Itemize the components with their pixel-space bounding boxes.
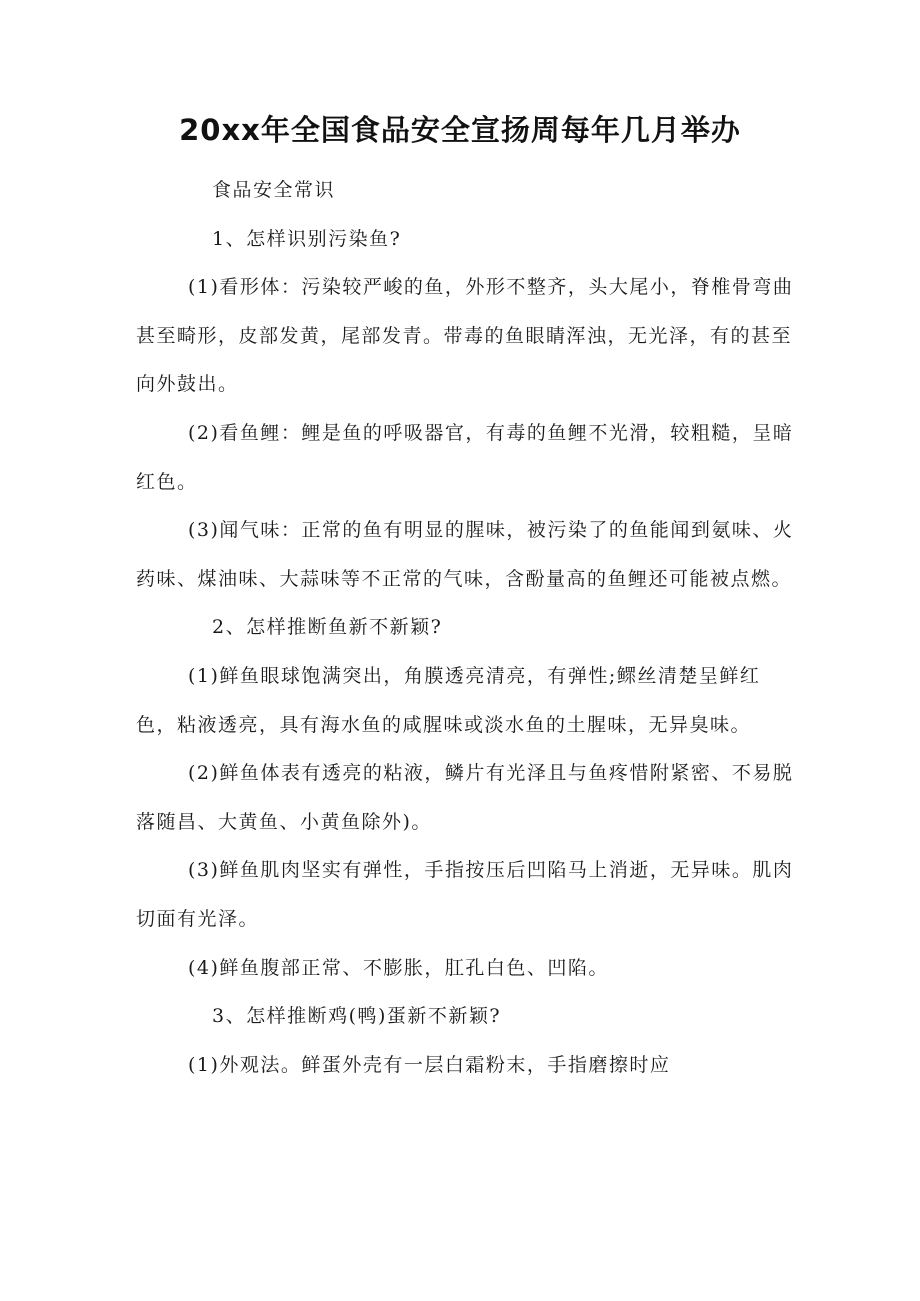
paragraph-2-3: (3)鲜鱼肌肉坚实有弹性，手指按压后凹陷马上消逝，无异味。肌肉切面有光泽。 [136,859,794,930]
question-heading-3: 3、怎样推断鸡(鸭)蛋新不新颖? [212,1005,502,1028]
paragraph-1-1: (1)看形体：污染较严峻的鱼，外形不整齐，头大尾小，脊椎骨弯曲甚至畸形，皮部发黄，尾部发青。带毒的鱼眼睛浑浊，无光泽，有的甚至向外鼓出。 [136,276,794,396]
question-heading-1: 1、怎样识别污染鱼? [212,227,402,250]
paragraph-2-1: (1)鲜鱼眼球饱满突出，角膜透亮清亮，有弹性;鳏丝清楚呈鲜红色，粘液透亮，具有海水鱼的咸腥味或淡水鱼的土腥味，无异臭味。 [136,664,761,736]
question-heading-2: 2、怎样推断鱼新不新颖? [212,616,443,639]
paragraph-2-2: (2)鲜鱼体表有透亮的粘液，鳞片有光泽且与鱼疼惜附紧密、不易脱落随昌、大黄鱼、小黄鱼除外)。 [136,762,794,833]
paragraph-2-4: (4)鲜鱼腹部正常、不膨胀，肛孔白色、凹陷。 [188,956,609,979]
paragraph-3-1: (1)外观法。鲜蛋外壳有一层白霜粉末，手指磨擦时应 [188,1053,671,1076]
document-body [136,166,796,1089]
document-title: 20xx年全国食品安全宣扬周每年几月举办 [179,113,741,147]
section-heading: 食品安全常识 [212,179,336,201]
paragraph-1-2: (2)看鱼鲤：鲤是鱼的呼吸器官，有毒的鱼鲤不光滑，较粗糙，呈暗红色。 [136,421,794,493]
paragraph-1-3: (3)闻气味：正常的鱼有明显的腥味，被污染了的鱼能闻到氨味、火药味、煤油味、大蒜味等不正常的气味，含酚量高的鱼鲤还可能被点燃。 [136,519,794,590]
